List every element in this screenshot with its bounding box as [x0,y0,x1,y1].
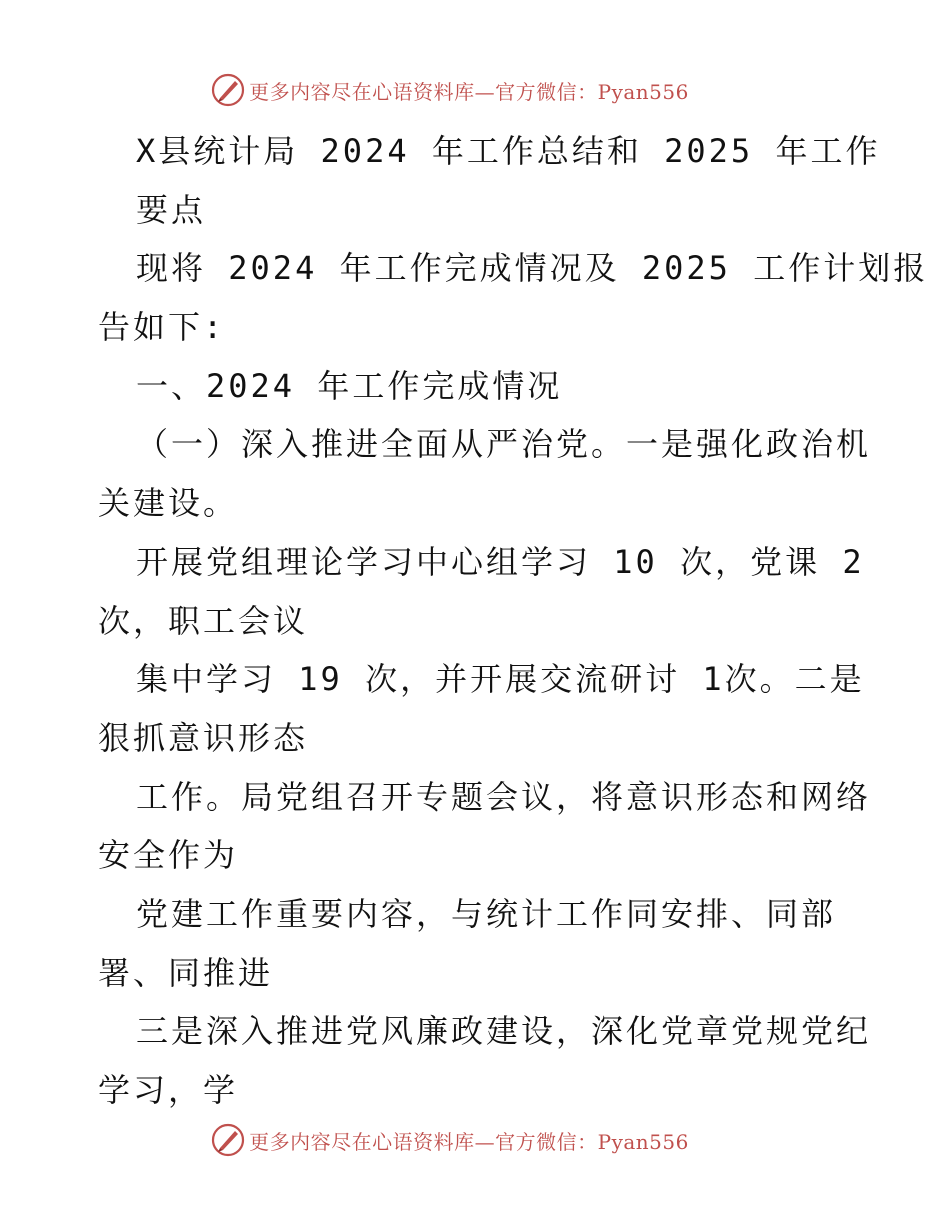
paragraph-line: 狠抓意识形态 [98,718,309,757]
paragraph-line: 安全作为 [98,836,239,875]
section-heading: 一、2024 年工作完成情况 [136,366,563,405]
paragraph-line: 党建工作重要内容，与统计工作同安排、同部 [136,894,837,933]
paragraph-line: 工作。局党组召开专题会议，将意识形态和网络 [136,777,872,816]
footer-watermark-banner [0,1120,950,1160]
paragraph-line: 开展党组理论学习中心组学习 10 次，党课 2 [136,542,865,581]
paragraph-line: 学习，学 [98,1071,239,1109]
paragraph-line: 三是深入推进党风廉政建设，深化党章党规党纪 [136,1012,872,1051]
header-watermark-banner [0,70,950,110]
document-body [98,122,929,1120]
paragraph-line: 现将 2024 年工作完成情况及 2025 工作计划报 [136,249,929,288]
paragraph-line: 署、同推进 [98,953,274,992]
document-title-line-1: X县统计局 2024 年工作总结和 2025 年工作 [136,132,881,170]
footer-watermark-text: 更多内容尽在心语资料库—官方微信：Pyan556 [249,1129,689,1154]
header-watermark-text: 更多内容尽在心语资料库—官方微信：Pyan556 [249,79,689,104]
quill-pen-logo-icon [211,1123,245,1157]
paragraph-line: 次，职工会议 [98,601,309,640]
document-title-line-2: 要点 [136,190,207,229]
paragraph-line: 告如下: [98,308,226,347]
paragraph-line: 集中学习 19 次，并开展交流研讨 1次。二是 [136,660,865,699]
quill-pen-logo-icon [211,73,245,107]
paragraph-line: 关建设。 [98,484,239,523]
paragraph-line: （一）深入推进全面从严治党。一是强化政治机 [136,425,872,464]
